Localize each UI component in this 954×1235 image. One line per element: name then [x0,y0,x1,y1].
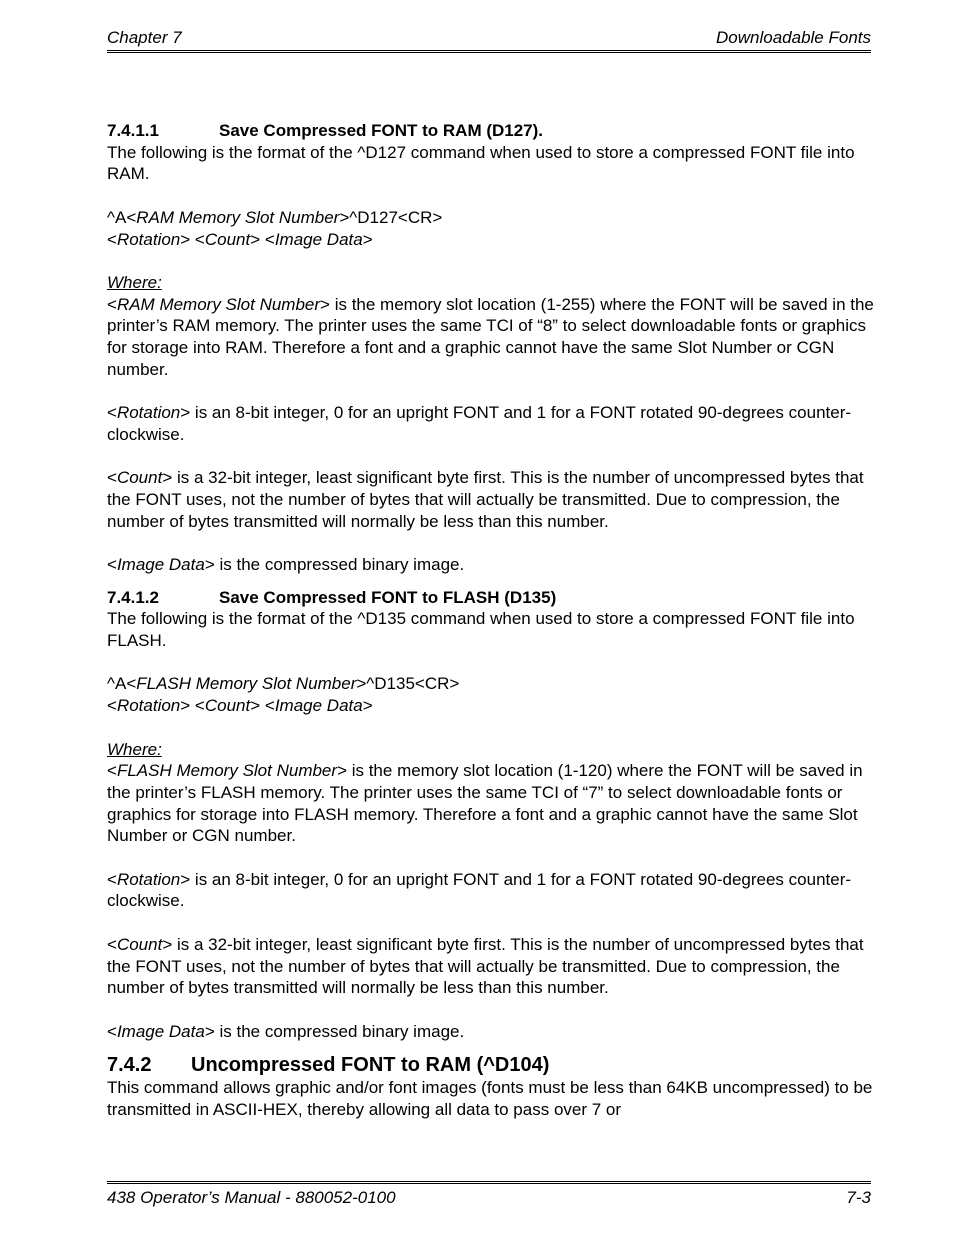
section-title: Save Compressed FONT to FLASH (D135) [219,587,557,607]
section-title: Save Compressed FONT to RAM (D127). [219,121,544,140]
manual-title: 438 Operator’s Manual - 880052-0100 [107,1188,396,1207]
param-description [107,467,877,532]
format-text: > [362,229,373,249]
page-footer [107,1181,871,1210]
command-format-line-1 [107,207,877,229]
format-text: < [107,229,117,249]
section-number: 7.4.1.2 [107,587,159,607]
param-description [107,760,877,847]
section-heading-7-4-2 [107,1053,877,1077]
param-text: < [107,554,117,574]
command-format-line-2 [107,229,877,251]
param-name: Image Data [116,554,205,574]
chapter-label: Chapter 7 [107,28,182,47]
where-label: Where: [107,272,162,292]
param-name: Rotation [116,403,181,423]
format-text: > < [180,229,205,249]
chapter-title: Downloadable Fonts [716,28,871,47]
format-text: > [362,696,373,716]
param-name: Image Data [116,1021,205,1041]
param-name: Count [116,934,163,954]
param-text: < [107,403,117,423]
param-name: RAM Memory Slot Number [116,294,321,314]
param-text: < [107,869,117,889]
param-text: < [107,1021,117,1041]
format-text: ^A< [107,207,137,227]
param-text: > is the memory slot location (1-120) where the FONT will be saved in the printer’s FLASH memory. The printer uses the same TCI of “7” to select downloadable fonts or graphics for storage into FLASH memory. Therefore a font and a graphic cannot have the same Slot Number or CGN number. [107,761,863,846]
param-text: > is an 8-bit integer, 0 for an upright FONT and 1 for a FONT rotated 90-degrees counter-clockwise. [107,869,852,911]
param-text: > is a 32-bit integer, least significant byte first. This is the number of uncompressed bytes that the FONT uses, not the number of bytes that will actually be transmitted. Due to compression, the number of bytes transmitted will normally be less than this number. [107,468,864,531]
param-description [107,869,877,912]
format-text: >^D127<CR> [339,207,443,227]
where-label: Where: [107,739,162,759]
section-intro: The following is the format of the ^D127 command when used to store a compressed FONT file into RAM. [107,142,855,184]
format-text: > < [250,696,275,716]
section-heading-7-4-1-2 [107,587,877,609]
param-name: Rotation [116,869,181,889]
param-text: < [107,934,117,954]
section-heading-7-4-1-1 [107,120,877,142]
format-text: >^D135<CR> [356,674,460,694]
section-intro: The following is the format of the ^D135 command when used to store a compressed FONT file into FLASH. [107,609,855,651]
format-text: ^A< [107,674,137,694]
command-format-line-2 [107,695,877,717]
param-text: < [107,468,117,488]
format-param: Image Data [274,229,363,249]
param-description [107,554,877,576]
format-param: Image Data [274,696,363,716]
format-text: < [107,696,117,716]
param-text: > is an 8-bit integer, 0 for an upright FONT and 1 for a FONT rotated 90-degrees counter-clockwise. [107,403,852,444]
format-param: FLASH Memory Slot Number [136,674,357,694]
param-description [107,402,877,445]
param-text: < [107,761,117,781]
param-name: Count [116,468,163,488]
param-text: > is the memory slot location (1-255) where the FONT will be saved in the printer’s RAM memory. The printer uses the same TCI of “8” to select downloadable fonts or graphics for storage into RAM. Therefore a font and a graphic cannot have the same Slot Number or CGN number. [107,294,874,379]
format-param: RAM Memory Slot Number [136,207,340,227]
section-title: Uncompressed FONT to RAM (^D104) [191,1054,550,1077]
page-number: 7-3 [846,1188,871,1207]
format-param: Count [204,229,251,249]
param-description [107,1021,877,1043]
format-text: > < [250,229,275,249]
section-number: 7.4.1.1 [107,121,159,140]
param-description [107,294,877,381]
page-body [107,120,877,1142]
section-number: 7.4.2 [107,1054,152,1077]
param-text: > is the compressed binary image. [204,1021,465,1041]
param-text: < [107,294,117,314]
format-param: Rotation [116,696,181,716]
param-text: > is the compressed binary image. [204,554,465,574]
param-description [107,934,877,999]
command-format-line-1 [107,673,877,695]
page-header [107,28,871,53]
format-text: > < [180,696,205,716]
param-name: FLASH Memory Slot Number [116,761,338,781]
section-intro: This command allows graphic and/or font images (fonts must be less than 64KB uncompressed) to be transmitted in ASCII-HEX, thereby allowing all data to pass over 7 or [107,1078,873,1120]
format-param: Count [204,696,251,716]
param-text: > is a 32-bit integer, least significant byte first. This is the number of uncompressed bytes that the FONT uses, not the number of bytes that will actually be transmitted. Due to compression, the number of bytes transmitted will normally be less than this number. [107,934,864,998]
format-param: Rotation [116,229,181,249]
